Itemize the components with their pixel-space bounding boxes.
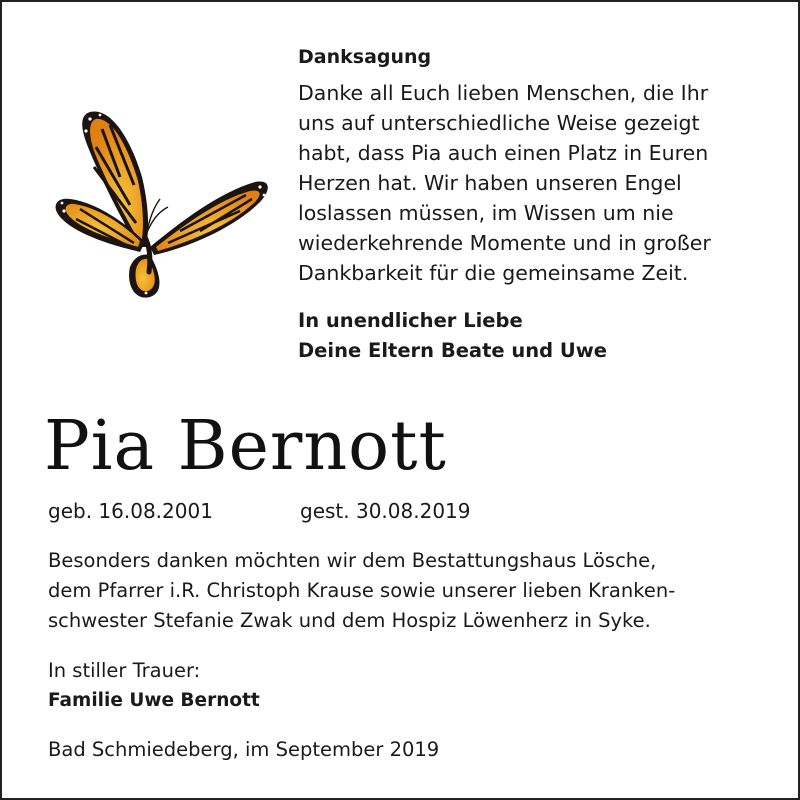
- intro-line: habt, dass Pia auch einen Platz in Euren: [298, 141, 709, 165]
- parents-signature: [298, 306, 778, 366]
- intro-line: Danke all Euch lieben Menschen, die Ihr: [298, 81, 709, 105]
- intro-line: Herzen hat. Wir haben unseren Engel: [298, 171, 682, 195]
- life-dates: [48, 496, 471, 526]
- thanks-line: dem Pfarrer i.R. Christoph Krause sowie unserer lieben Kranken-: [48, 579, 676, 602]
- deceased-name: Pia Bernott: [44, 407, 447, 486]
- place-and-date: Bad Schmiedeberg, im September 2019: [48, 738, 440, 761]
- thanks-line: Besonders danken möchten wir dem Bestattungshaus Lösche,: [48, 549, 657, 572]
- thanks-intro: [298, 42, 778, 366]
- intro-line: uns auf unterschiedliche Weise gezeigt: [298, 111, 700, 135]
- heading-danksagung: Danksagung: [298, 46, 432, 68]
- butterfly-icon: [50, 107, 270, 302]
- mourning-block: [48, 656, 260, 716]
- intro-text: [298, 78, 778, 288]
- death-date: gest. 30.08.2019: [300, 499, 471, 523]
- signature-line: In unendlicher Liebe: [298, 309, 523, 332]
- special-thanks: [48, 546, 675, 636]
- birth-date: geb. 16.08.2001: [48, 499, 213, 523]
- mourning-family: Familie Uwe Bernott: [48, 690, 260, 711]
- signature-line: Deine Eltern Beate und Uwe: [298, 339, 608, 362]
- mourning-label: In stiller Trauer:: [48, 659, 201, 682]
- intro-line: Dankbarkeit für die gemeinsame Zeit.: [298, 261, 689, 285]
- thanks-line: schwester Stefanie Zwak und dem Hospiz Löwenherz in Syke.: [48, 609, 651, 632]
- intro-line: wiederkehrende Momente und in großer: [298, 231, 711, 255]
- intro-line: loslassen müssen, im Wissen um nie: [298, 201, 674, 225]
